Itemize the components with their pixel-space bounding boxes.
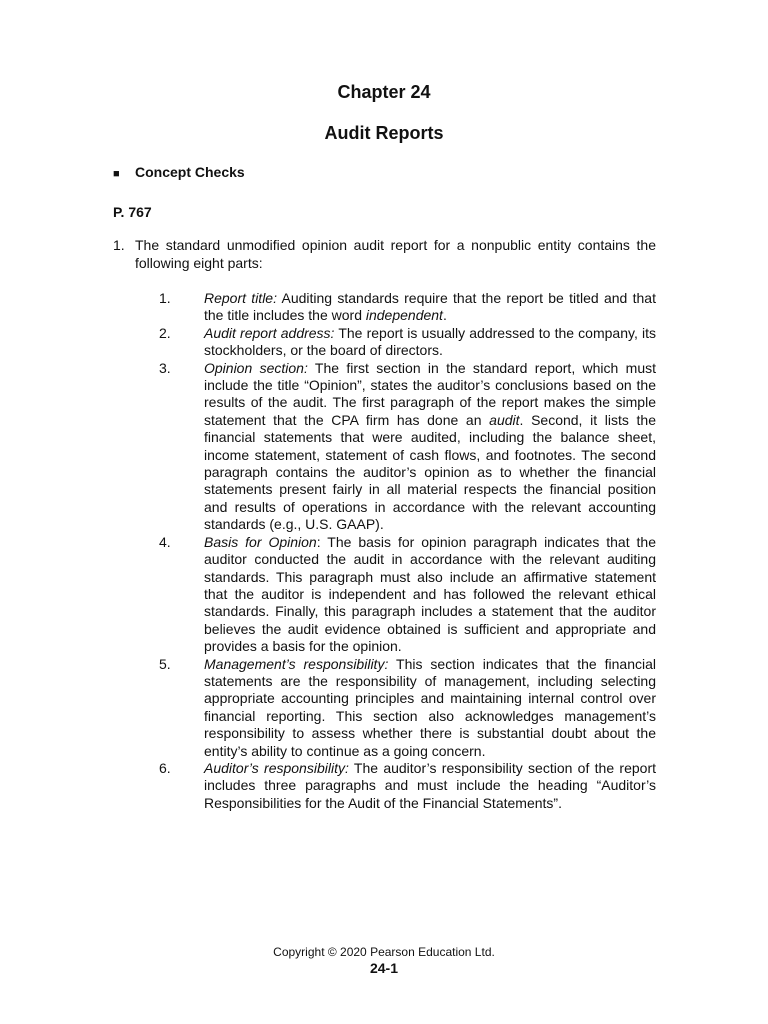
item-body: The report is usually addressed to the company, its stockholders, or the board of directors. (204, 324, 656, 359)
item-heading: Management’s responsibility: (204, 655, 389, 672)
page-reference: P. 767 (113, 204, 152, 220)
question-number: 1. (113, 237, 125, 253)
item-text (204, 360, 656, 534)
square-bullet-icon: ■ (113, 168, 120, 180)
item-body: Auditing standards require that the report be titled and that the title includes the word (204, 290, 656, 324)
item-number: 1. (159, 290, 171, 306)
question-item (113, 237, 656, 272)
item-emphasis: independent (365, 307, 443, 324)
item-text (204, 656, 656, 760)
item-heading: Opinion section: (204, 359, 308, 376)
item-body: This section indicates that the financial statements are the responsibility of management, including selecting appropriate accounting principles and maintaining internal control over financial reporting. This section also acknowledges management’s responsibility to assess whether there is substantial doubt about the entity’s ability to continue as a going concern. (204, 655, 657, 759)
list-item (113, 760, 656, 812)
question-text: The standard unmodified opinion audit report for a nonpublic entity contains the following eight parts: (135, 237, 656, 271)
list-item (113, 360, 656, 534)
copyright-notice: Copyright © 2020 Pearson Education Ltd. (273, 945, 495, 959)
section-label: Concept Checks (135, 164, 245, 180)
item-heading: Report title: (204, 290, 277, 306)
parts-list (113, 290, 656, 812)
item-text (204, 325, 656, 360)
item-number: 2. (159, 324, 171, 341)
item-text (204, 290, 656, 325)
section-heading (113, 164, 245, 180)
list-item (113, 325, 656, 360)
item-number: 6. (159, 759, 171, 776)
item-heading: Auditor’s responsibility: (204, 759, 349, 776)
page-number: 24-1 (369, 960, 399, 976)
item-number: 4. (159, 533, 171, 550)
list-item (113, 290, 656, 325)
list-item (113, 534, 656, 656)
item-heading: Basis for Opinion (204, 533, 317, 550)
item-heading: Audit report address: (204, 324, 335, 341)
chapter-heading: Chapter 24 (337, 82, 431, 102)
item-body: The auditor’s responsibility section of the report includes three paragraphs and must include the heading “Auditor’s Responsibilities for the Audit of the Financial Statements”. (204, 759, 656, 811)
page-title: Audit Reports (324, 123, 444, 143)
item-text (204, 534, 656, 656)
item-text (204, 760, 656, 812)
list-item (113, 656, 656, 760)
item-body-end: . (442, 307, 447, 324)
item-number: 3. (159, 359, 171, 376)
item-body-end: . Second, it lists the financial statements that were audited, including the balance sheet, income statement, statement of cash flows, and footnotes. The second paragraph contains the auditor’s opinion as to whether the financial statements present fairly in all material respects the financial position and results of operations in accordance with the relevant accounting standards (e.g., U.S. GAAP). (204, 411, 656, 533)
item-emphasis: audit (489, 411, 520, 428)
item-number: 5. (159, 655, 171, 672)
item-body: The first section in the standard report, which must include the title “Opinion”, states the auditor’s conclusions based on the results of the audit. The first paragraph of the report makes the simple statement that the CPA firm has done an (204, 359, 656, 428)
item-body: : The basis for opinion paragraph indicates that the auditor conducted the audit in accordance with the relevant auditing standards. This paragraph must also include an affirmative statement that the auditor is independent and has followed the relevant ethical standards. Finally, this paragraph includes a statement that the auditor believes the audit evidence obtained is sufficient and appropriate and provides a basis for the opinion. (204, 533, 656, 655)
